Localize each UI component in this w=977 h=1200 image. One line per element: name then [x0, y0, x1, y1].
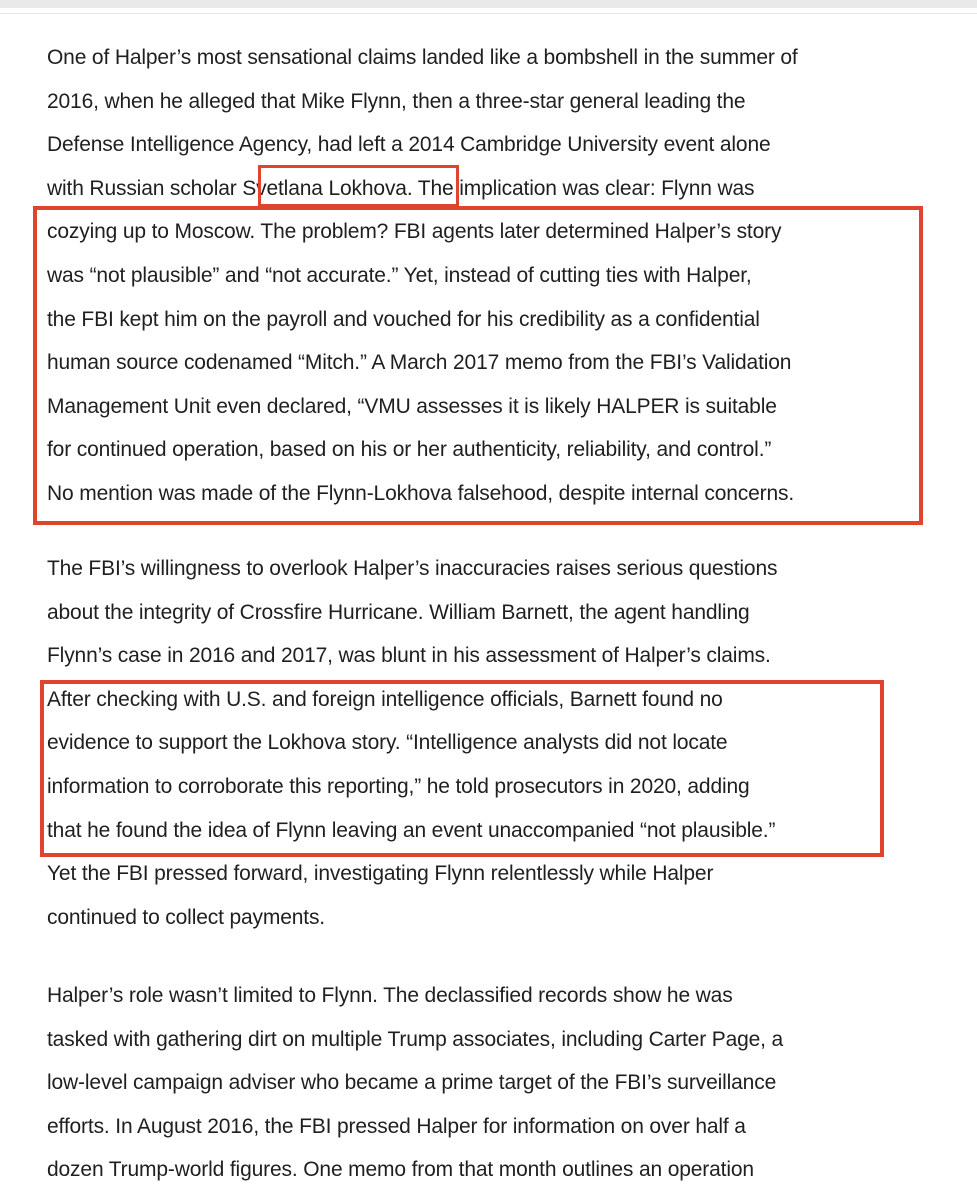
text-line: low-level campaign adviser who became a prime target of the FBI’s surveillance: [47, 1071, 777, 1095]
paragraph-1: [47, 36, 798, 516]
top-divider: [0, 13, 977, 14]
text-line: information to corroborate this reporting,” he told prosecutors in 2020, adding: [47, 774, 750, 798]
text-line: was “not plausible” and “not accurate.” Yet, instead of cutting ties with Halper,: [47, 263, 752, 287]
text-line: about the integrity of Crossfire Hurricane. William Barnett, the agent handling: [47, 600, 750, 624]
text-line: Flynn’s case in 2016 and 2017, was blunt in his assessment of Halper’s claims.: [47, 644, 771, 668]
text-line: The FBI’s willingness to overlook Halper’s inaccuracies raises serious questions: [47, 557, 778, 580]
text-line: No mention was made of the Flynn-Lokhova falsehood, despite internal concerns.: [47, 481, 795, 505]
text-line: continued to collect payments.: [47, 905, 325, 929]
text-line: cozying up to Moscow. The problem? FBI agents later determined Halper’s story: [47, 220, 782, 244]
text-line: Management Unit even declared, “VMU assesses it is likely HALPER is suitable: [47, 394, 777, 418]
text-line: with Russian scholar Svetlana Lokhova. The implication was clear: Flynn was: [47, 176, 755, 200]
text-line: efforts. In August 2016, the FBI pressed Halper for information on over half a: [47, 1114, 746, 1138]
text-line: for continued operation, based on his or her authenticity, reliability, and control.”: [47, 438, 772, 462]
text-line: evidence to support the Lokhova story. “Intelligence analysts did not locate: [47, 731, 728, 755]
text-line: 2016, when he alleged that Mike Flynn, then a three-star general leading the: [47, 89, 746, 113]
text-line: the FBI kept him on the payroll and vouched for his credibility as a confidential: [47, 307, 760, 331]
text-line: One of Halper’s most sensational claims landed like a bombshell in the summer of: [47, 46, 798, 69]
text-line: that he found the idea of Flynn leaving an event unaccompanied “not plausible.”: [47, 818, 776, 842]
text-line: tasked with gathering dirt on multiple Trump associates, including Carter Page, a: [47, 1027, 784, 1051]
text-line: Defense Intelligence Agency, had left a 2014 Cambridge University event alone: [47, 133, 771, 157]
text-line: Yet the FBI pressed forward, investigating Flynn relentlessly while Halper: [47, 862, 714, 886]
top-toolbar-strip: [0, 0, 977, 8]
paragraph-2: [47, 547, 777, 939]
text-line: After checking with U.S. and foreign intelligence officials, Barnett found no: [47, 687, 723, 711]
text-line: Halper’s role wasn’t limited to Flynn. The declassified records show he was: [47, 984, 733, 1007]
text-line: dozen Trump-world figures. One memo from that month outlines an operation: [47, 1158, 754, 1182]
text-line: human source codenamed “Mitch.” A March 2017 memo from the FBI’s Validation: [47, 351, 792, 375]
paragraph-3: [47, 974, 783, 1192]
